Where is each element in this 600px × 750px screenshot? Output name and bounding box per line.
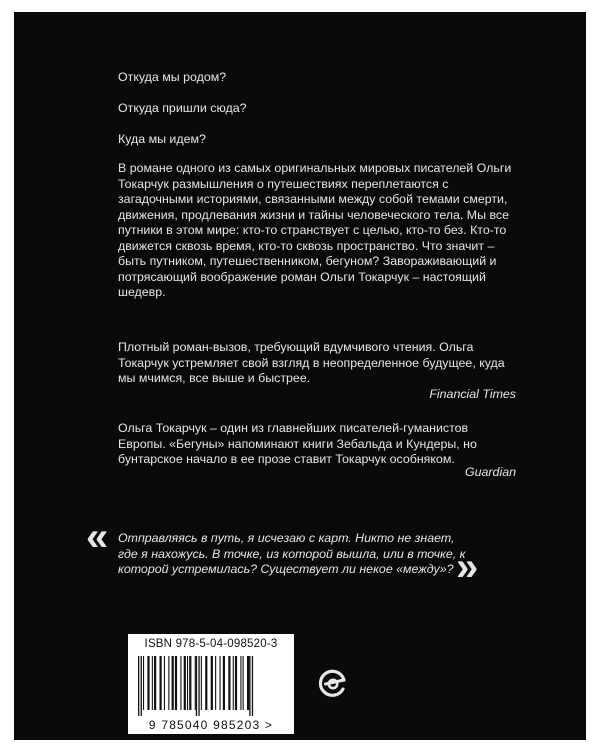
barcode-guard-bar [196,656,197,716]
barcode-digits: 9 785040 985203 > [148,718,274,732]
barcode-bars [136,656,286,716]
barcode-guard-bar [138,656,139,716]
isbn-number: ISBN 978-5-04-098520-3 [144,638,278,650]
barcode-bar [164,656,165,710]
barcode-bar [240,656,241,710]
barcode-guard-bar [249,656,250,716]
barcode-bar [147,656,149,710]
question-1: Откуда мы родом? [118,70,227,84]
barcode-bar [180,656,181,710]
barcode-bar [160,656,162,710]
barcode-bar [184,656,186,710]
barcode-bar [195,656,196,710]
book-back-cover [14,12,586,740]
barcode-bar [205,656,207,710]
barcode-bar [187,656,188,710]
eksmo-e-logo-icon [316,667,350,701]
barcode-bar [235,656,237,710]
barcode-bar [220,656,221,710]
barcode-bar [228,656,230,710]
barcode-bar [233,656,234,710]
question-2: Откуда пришли сюда? [118,101,247,115]
isbn-barcode [128,634,294,734]
book-description: В романе одного из самых оригинальных мировых писателей Ольги Токарчук размышления о путешествиях переплетаются с загадочными историями, связанными между собой темами смерти, движения, продлевания жизни и тайны человеческого тела. Мы все путники в этом мире: кто-то странствует с целью, кто-то без. Кто-то движется сквозь время, кто-то сквозь пространство. Что значит – быть путником, путешественником, бегуном? Завораживающий и потрясающий воображение роман Ольги Токарчук – настоящий шедевр. [118,161,512,299]
barcode-bar [172,656,174,710]
barcode-bar [189,656,191,710]
barcode-bar [247,656,249,710]
review-2-text: Ольга Токарчук – один из главнейших писателей-гуманистов Европы. «Бегуны» напоминают книги Зебальда и Кундеры, но бунтарское начало в ее прозе ставит Токарчук особняком. [118,421,477,466]
barcode-bar [215,656,216,710]
barcode-bar [154,656,156,710]
barcode-bar [143,656,144,710]
barcode-bar [201,656,202,710]
barcode-bar [211,656,213,710]
question-3: Куда мы идем? [118,132,206,146]
barcode-bar [168,656,169,710]
barcode-guard-bar [252,656,253,716]
review-2-source: Guardian [465,465,516,479]
barcode-bar [223,656,225,710]
barcode-bar [152,656,153,710]
barcode-bar [175,656,177,710]
review-1-text: Плотный роман-вызов, требующий вдумчивого чтения. Ольга Токарчук устремляет свой взгляд в неопределенное будущее, куда мы мчимся, все выше и быстрее. [118,340,505,385]
barcode-guard-bar [141,656,142,716]
quote-close-mark: » [456,545,479,589]
barcode-guard-bar [198,656,199,716]
author-quote: Отправляясь в путь, я исчезаю с карт. Никто не знает, где я нахожусь. В точке, из которой вышла, или в точке, к которой устремилась? Существует ли некое «между»? [118,531,466,576]
review-1-source: Financial Times [429,387,516,401]
quote-open-mark: « [86,515,109,559]
barcode-bar [243,656,244,710]
